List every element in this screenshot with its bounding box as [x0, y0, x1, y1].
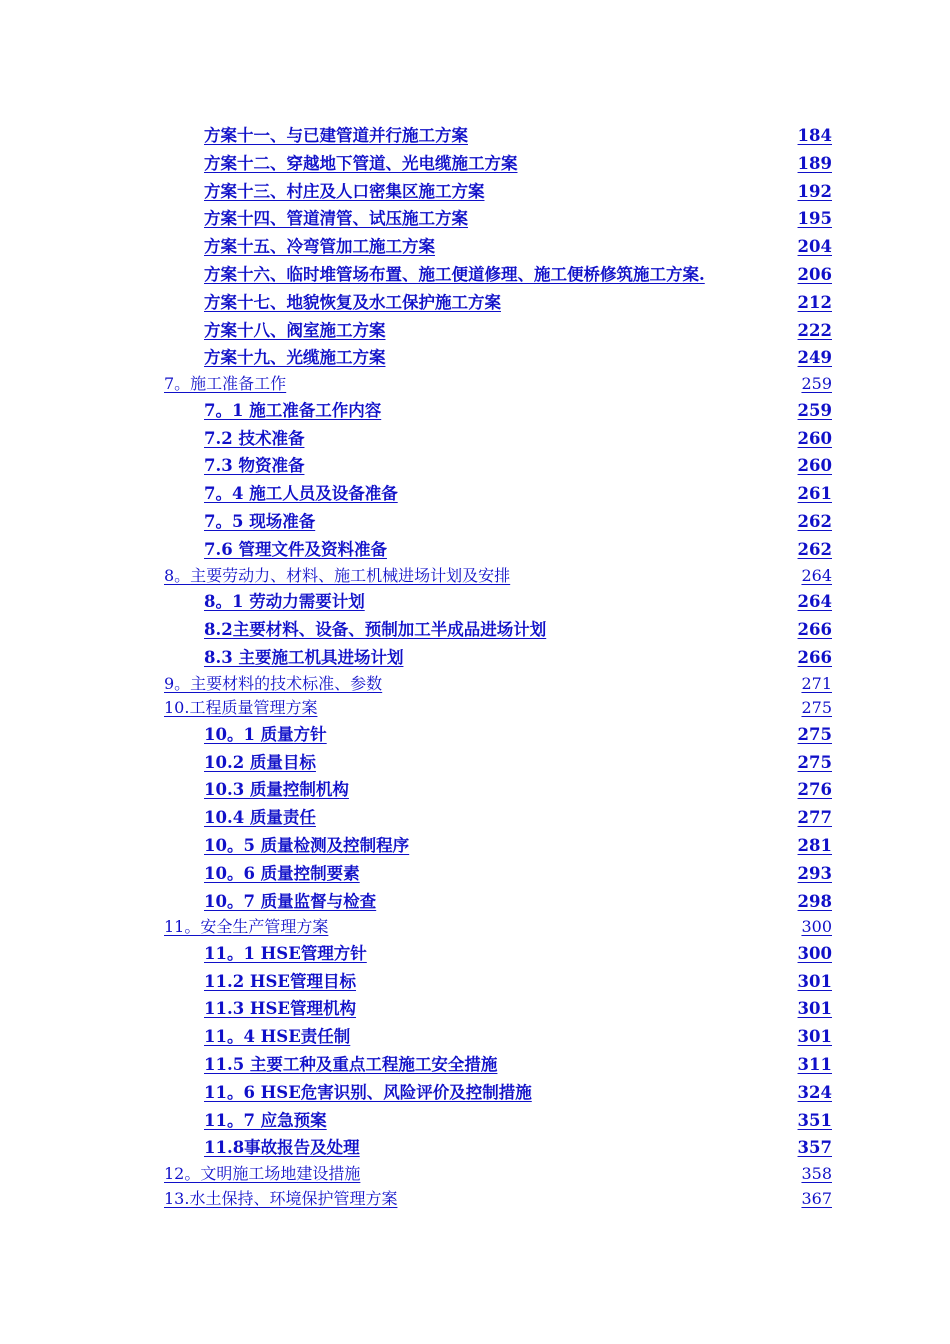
- toc-page-number: 301: [797, 1027, 832, 1047]
- toc-page-number: 358: [801, 1164, 832, 1184]
- toc-entry[interactable]: [164, 564, 832, 589]
- toc-entry-title: 11。7 应急预案: [204, 1110, 327, 1130]
- toc-entry[interactable]: [164, 1134, 832, 1162]
- toc-entry[interactable]: [164, 1162, 832, 1187]
- toc-entry-title: 10.3 质量控制机构: [204, 780, 349, 800]
- toc-page-number: 259: [801, 374, 832, 394]
- toc-entry[interactable]: [164, 804, 832, 832]
- toc-entry[interactable]: [164, 1051, 832, 1079]
- toc-entry-title: 7。施工准备工作: [164, 374, 287, 394]
- toc-entry-title: 8.3 主要施工机具进场计划: [204, 647, 404, 667]
- toc-entry[interactable]: [164, 344, 832, 372]
- toc-entry-title: 11。安全生产管理方案: [164, 917, 329, 937]
- toc-entry[interactable]: [164, 205, 832, 233]
- toc-entry-title: 9。主要材料的技术标准、参数: [164, 673, 383, 693]
- toc-entry-title: 8。主要劳动力、材料、施工机械进场计划及安排: [164, 565, 511, 585]
- toc-page-number: 300: [801, 917, 832, 937]
- toc-entry-title: 方案十七、地貌恢复及水工保护施工方案: [204, 292, 501, 312]
- table-of-contents: [164, 122, 832, 1211]
- toc-entry-title: 方案十五、冷弯管加工施工方案: [204, 237, 435, 257]
- toc-entry[interactable]: [164, 940, 832, 968]
- toc-entry-title: 13.水土保持、环境保护管理方案: [164, 1188, 398, 1208]
- toc-page-number: 264: [801, 565, 832, 585]
- toc-page-number: 300: [797, 943, 832, 963]
- toc-page-number: 301: [797, 999, 832, 1019]
- toc-page-number: 184: [797, 126, 832, 145]
- toc-page-number: 301: [797, 971, 832, 991]
- toc-entry[interactable]: [164, 749, 832, 777]
- toc-page-number: 260: [797, 428, 832, 448]
- toc-entry-title: 10。1 质量方针: [204, 724, 327, 744]
- toc-page-number: 266: [797, 619, 832, 639]
- toc-entry[interactable]: [164, 261, 832, 289]
- toc-page-number: 281: [797, 835, 832, 855]
- toc-entry[interactable]: [164, 832, 832, 860]
- toc-entry[interactable]: [164, 915, 832, 940]
- toc-entry-title: 11.3 HSE管理机构: [204, 999, 357, 1019]
- toc-page-number: 264: [797, 592, 832, 612]
- toc-entry[interactable]: [164, 317, 832, 345]
- toc-entry[interactable]: [164, 721, 832, 749]
- toc-entry-title: 方案十一、与已建管道并行施工方案: [204, 126, 468, 145]
- toc-entry-title: 10.4 质量责任: [204, 808, 316, 828]
- toc-entry-title: 方案十六、临时堆管场布置、施工便道修理、施工便桥修筑施工方案.: [204, 264, 705, 284]
- toc-page-number: 189: [797, 153, 832, 173]
- toc-entry-title: 10.2 质量目标: [204, 752, 316, 772]
- toc-entry-title: 7.2 技术准备: [204, 428, 305, 448]
- toc-page-number: 262: [797, 511, 832, 531]
- toc-entry-title: 方案十二、穿越地下管道、光电缆施工方案: [204, 153, 518, 173]
- toc-entry[interactable]: [164, 776, 832, 804]
- toc-entry-title: 10。7 质量监督与检查: [204, 891, 377, 911]
- toc-page-number: 261: [797, 484, 832, 504]
- toc-entry-title: 7。5 现场准备: [204, 511, 316, 531]
- toc-page-number: 275: [797, 724, 832, 744]
- toc-page-number: 222: [797, 320, 832, 340]
- toc-entry[interactable]: [164, 1079, 832, 1107]
- toc-page-number: 324: [797, 1082, 832, 1102]
- toc-entry[interactable]: [164, 425, 832, 453]
- toc-entry-title: 8。1 劳动力需要计划: [204, 592, 365, 612]
- toc-entry[interactable]: [164, 1023, 832, 1051]
- toc-entry-title: 10。5 质量检测及控制程序: [204, 835, 410, 855]
- toc-entry-title: 7.6 管理文件及资料准备: [204, 539, 387, 559]
- toc-entry[interactable]: [164, 968, 832, 996]
- toc-entry[interactable]: [164, 536, 832, 564]
- toc-entry[interactable]: [164, 588, 832, 616]
- toc-entry[interactable]: [164, 1107, 832, 1135]
- toc-entry-title: 11.8事故报告及处理: [204, 1138, 360, 1158]
- toc-page-number: 275: [797, 752, 832, 772]
- toc-entry[interactable]: [164, 508, 832, 536]
- toc-page-number: 195: [797, 209, 832, 229]
- toc-page-number: 275: [801, 698, 832, 718]
- toc-entry-title: 11。4 HSE责任制: [204, 1027, 351, 1047]
- toc-page-number: 367: [801, 1188, 832, 1208]
- toc-entry-title: 10.工程质量管理方案: [164, 698, 318, 718]
- toc-page-number: 192: [797, 181, 832, 201]
- toc-page-number: 204: [797, 237, 832, 257]
- toc-page-number: 293: [797, 863, 832, 883]
- toc-page-number: 212: [797, 292, 832, 312]
- toc-entry-title: 8.2主要材料、设备、预制加工半成品进场计划: [204, 619, 547, 639]
- toc-page-number: 311: [797, 1055, 832, 1075]
- toc-entry-title: 方案十九、光缆施工方案: [204, 348, 386, 368]
- toc-entry-title: 11.5 主要工种及重点工程施工安全措施: [204, 1055, 498, 1075]
- toc-entry[interactable]: [164, 150, 832, 178]
- toc-page-number: 298: [797, 891, 832, 911]
- toc-entry-title: 方案十三、村庄及人口密集区施工方案: [204, 181, 485, 201]
- toc-page-number: 259: [797, 400, 832, 420]
- toc-entry[interactable]: [164, 372, 832, 397]
- toc-page-number: 351: [797, 1110, 832, 1130]
- toc-entry-title: 方案十八、阀室施工方案: [204, 320, 386, 340]
- toc-entry-title: 11.2 HSE管理目标: [204, 971, 357, 991]
- toc-page-number: 260: [797, 456, 832, 476]
- toc-entry[interactable]: [164, 672, 832, 697]
- toc-page-number: 266: [797, 647, 832, 667]
- toc-entry-title: 方案十四、管道清管、试压施工方案: [204, 209, 468, 229]
- toc-entry[interactable]: [164, 397, 832, 425]
- toc-entry-title: 12。文明施工场地建设措施: [164, 1164, 361, 1184]
- toc-page-number: 271: [801, 673, 832, 693]
- toc-entry-title: 11。6 HSE危害识别、风险评价及控制措施: [204, 1082, 532, 1102]
- toc-entry[interactable]: [164, 480, 832, 508]
- toc-entry[interactable]: [164, 995, 832, 1023]
- toc-entry[interactable]: [164, 289, 832, 317]
- toc-entry[interactable]: [164, 860, 832, 888]
- toc-page-number: 262: [797, 539, 832, 559]
- toc-entry[interactable]: [164, 178, 832, 206]
- toc-page-number: 249: [797, 348, 832, 368]
- toc-entry[interactable]: [164, 122, 832, 150]
- toc-page-number: 206: [797, 264, 832, 284]
- toc-entry[interactable]: [164, 644, 832, 672]
- toc-entry[interactable]: [164, 696, 832, 721]
- toc-entry[interactable]: [164, 233, 832, 261]
- toc-entry-title: 7。4 施工人员及设备准备: [204, 484, 398, 504]
- toc-entry-title: 11。1 HSE管理方针: [204, 943, 367, 963]
- toc-page-number: 276: [797, 780, 832, 800]
- toc-entry-title: 10。6 质量控制要素: [204, 863, 360, 883]
- toc-page-number: 357: [797, 1138, 832, 1158]
- toc-entry[interactable]: [164, 888, 832, 916]
- toc-entry[interactable]: [164, 616, 832, 644]
- toc-page-number: 277: [797, 808, 832, 828]
- toc-entry-title: 7。1 施工准备工作内容: [204, 400, 382, 420]
- toc-entry-title: 7.3 物资准备: [204, 456, 305, 476]
- toc-entry[interactable]: [164, 452, 832, 480]
- toc-entry[interactable]: [164, 1187, 832, 1212]
